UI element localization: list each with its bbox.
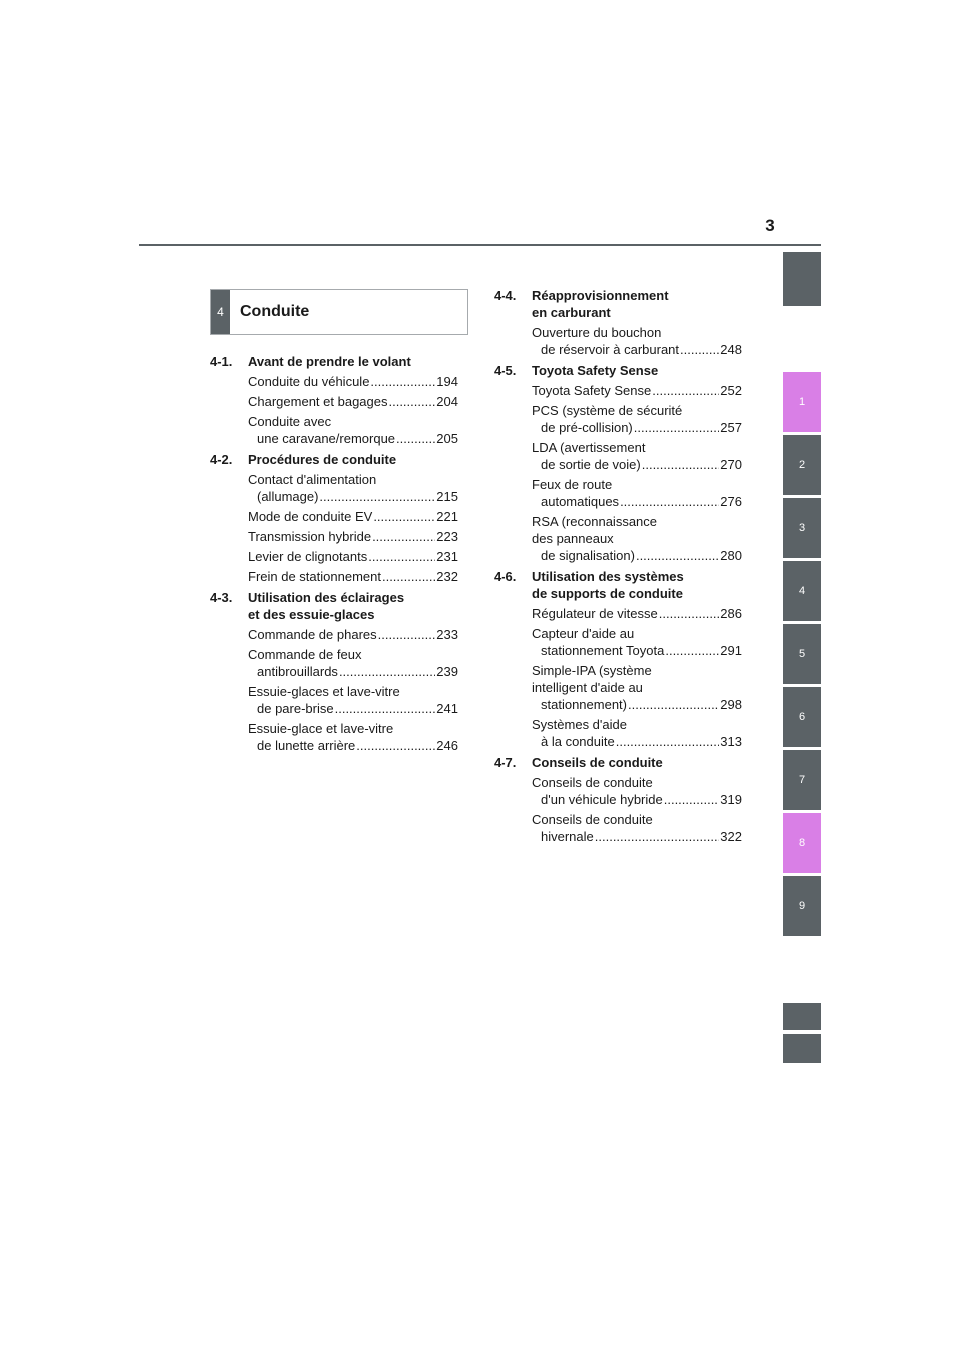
- dot-leader: [388, 393, 435, 410]
- dot-leader: [636, 547, 719, 564]
- dot-leader: [339, 663, 435, 680]
- section-code: 4-2.: [210, 452, 233, 467]
- dot-leader: [642, 456, 720, 473]
- toc-section: [494, 754, 742, 845]
- toc-entry[interactable]: [532, 811, 742, 845]
- entry-title-line: RSA (reconnaissance des panneaux: [532, 514, 658, 546]
- entry-title: de pré-collision): [541, 420, 633, 435]
- section-title: Avant de prendre le volant: [248, 354, 411, 369]
- entry-title: hivernale: [541, 829, 594, 844]
- section-heading: [494, 362, 742, 379]
- entry-title-line: Simple-IPA (système intelligent d'aide au: [532, 663, 652, 695]
- entry-page-number: 223: [436, 529, 458, 544]
- dot-leader: [659, 605, 720, 622]
- toc-section: [494, 287, 742, 358]
- dot-leader: [319, 488, 435, 505]
- dot-leader: [378, 626, 436, 643]
- entry-title-line: Feux de route: [532, 477, 613, 492]
- entry-title: stationnement Toyota: [541, 643, 665, 658]
- toc-entry[interactable]: [248, 568, 458, 585]
- dot-leader: [373, 508, 435, 525]
- toc-entry[interactable]: [248, 720, 458, 754]
- dot-leader: [665, 642, 719, 659]
- entry-page-number: 215: [436, 489, 458, 504]
- chapter-header: [210, 289, 468, 335]
- chapter-number: 4: [211, 290, 230, 334]
- chapter-tab[interactable]: 7: [783, 750, 821, 810]
- toc-section: [494, 568, 742, 750]
- entry-page-number: 313: [720, 734, 742, 749]
- header-rule: [139, 244, 821, 246]
- chapter-tab[interactable]: 4: [783, 561, 821, 621]
- entry-title: Transmission hybride: [248, 529, 372, 544]
- entry-page-number: 298: [720, 697, 742, 712]
- section-title: Utilisation des éclairages et des essuie-glaces: [248, 590, 405, 622]
- entry-title-line: Conseils de conduite: [532, 812, 653, 827]
- entry-page-number: 252: [720, 383, 742, 398]
- entry-title: stationnement): [541, 697, 627, 712]
- entry-title: Régulateur de vitesse: [532, 606, 658, 621]
- entry-title: de pare-brise: [257, 701, 334, 716]
- toc-left-column: [210, 353, 458, 758]
- entry-title: Levier de clignotants: [248, 549, 368, 564]
- entry-page-number: 204: [436, 394, 458, 409]
- entry-page-number: 276: [720, 494, 742, 509]
- entry-page-number: 233: [436, 627, 458, 642]
- section-code: 4-1.: [210, 354, 233, 369]
- entry-title: Frein de stationnement: [248, 569, 381, 584]
- toc-entry[interactable]: [532, 402, 742, 436]
- dot-leader: [634, 419, 720, 436]
- entry-title-line: Essuie-glaces et lave-vitre: [248, 684, 400, 699]
- entry-page-number: 280: [720, 548, 742, 563]
- entry-title-line: Contact d'alimentation: [248, 472, 377, 487]
- page-number: 3: [765, 216, 775, 235]
- toc-entry[interactable]: [248, 471, 458, 505]
- entry-title-line: LDA (avertissement: [532, 440, 646, 455]
- toc-right-column: [494, 287, 742, 849]
- entry-title: automatiques: [541, 494, 620, 509]
- section-code: 4-5.: [494, 363, 517, 378]
- entry-page-number: 221: [436, 509, 458, 524]
- entry-page-number: 194: [436, 374, 458, 389]
- toc-entry[interactable]: [532, 324, 742, 358]
- toc-section: [210, 353, 458, 447]
- entry-page-number: 239: [436, 664, 458, 679]
- toc-section: [494, 362, 742, 564]
- section-code: 4-4.: [494, 288, 517, 303]
- chapter-tab[interactable]: 8: [783, 813, 821, 873]
- chapter-tab[interactable]: 9: [783, 876, 821, 936]
- dot-leader: [356, 737, 435, 754]
- section-heading: [210, 353, 458, 370]
- toc-entry[interactable]: [248, 683, 458, 717]
- toc-entry[interactable]: [532, 662, 742, 713]
- section-heading: [494, 568, 742, 602]
- dot-leader: [664, 791, 720, 808]
- entry-page-number: 248: [720, 342, 742, 357]
- dot-leader: [628, 696, 719, 713]
- entry-title: Commande de phares: [248, 627, 377, 642]
- toc-entry[interactable]: [532, 605, 742, 622]
- entry-page-number: 231: [436, 549, 458, 564]
- entry-title: à la conduite: [541, 734, 615, 749]
- toc-entry[interactable]: [248, 548, 458, 565]
- section-title: Procédures de conduite: [248, 452, 397, 467]
- section-title: Toyota Safety Sense: [532, 363, 659, 378]
- toc-entry[interactable]: [248, 413, 458, 447]
- entry-page-number: 232: [436, 569, 458, 584]
- section-code: 4-7.: [494, 755, 517, 770]
- chapter-tab[interactable]: 2: [783, 435, 821, 495]
- entry-title: Toyota Safety Sense: [532, 383, 652, 398]
- chapter-tab[interactable]: [783, 1003, 821, 1030]
- dot-leader: [382, 568, 435, 585]
- section-heading: [210, 451, 458, 468]
- entry-title-line: Capteur d'aide au: [532, 626, 635, 641]
- section-title: Utilisation des systèmes de supports de conduite: [532, 569, 684, 601]
- chapter-title: Conduite: [240, 303, 310, 320]
- toc-entry[interactable]: [248, 508, 458, 525]
- chapter-tab[interactable]: 1: [783, 372, 821, 432]
- entry-page-number: 246: [436, 738, 458, 753]
- entry-title: de sortie de voie): [541, 457, 641, 472]
- toc-entry[interactable]: [248, 646, 458, 680]
- section-title: Réapprovisionnement en carburant: [532, 288, 669, 320]
- entry-title: de signalisation): [541, 548, 635, 563]
- entry-title-line: Commande de feux: [248, 647, 362, 662]
- dot-leader: [368, 548, 435, 565]
- toc-entry[interactable]: [532, 439, 742, 473]
- toc-entry[interactable]: [532, 476, 742, 510]
- entry-page-number: 270: [720, 457, 742, 472]
- dot-leader: [396, 430, 435, 447]
- entry-title: Conduite du véhicule: [248, 374, 370, 389]
- section-heading: [210, 589, 458, 623]
- entry-title-line: Essuie-glace et lave-vitre: [248, 721, 394, 736]
- entry-page-number: 322: [720, 829, 742, 844]
- entry-title-line: PCS (système de sécurité: [532, 403, 683, 418]
- chapter-tab[interactable]: 5: [783, 624, 821, 684]
- entry-title: d'un véhicule hybride: [541, 792, 663, 807]
- dot-leader: [652, 382, 719, 399]
- dot-leader: [370, 373, 435, 390]
- entry-title: de réservoir à carburant: [541, 342, 680, 357]
- section-title: Conseils de conduite: [532, 755, 663, 770]
- entry-title-line: Conseils de conduite: [532, 775, 653, 790]
- toc-entry[interactable]: [248, 393, 458, 410]
- toc-entry[interactable]: [248, 373, 458, 390]
- dot-leader: [616, 733, 720, 750]
- entry-page-number: 257: [720, 420, 742, 435]
- entry-page-number: 319: [720, 792, 742, 807]
- toc-entry[interactable]: [532, 625, 742, 659]
- entry-page-number: 291: [720, 643, 742, 658]
- toc-entry[interactable]: [248, 528, 458, 545]
- section-heading: [494, 287, 742, 321]
- dot-leader: [372, 528, 435, 545]
- toc-entry[interactable]: [532, 513, 742, 564]
- section-code: 4-6.: [494, 569, 517, 584]
- section-heading: [494, 754, 742, 771]
- chapter-tab[interactable]: [783, 1034, 821, 1063]
- entry-page-number: 205: [436, 431, 458, 446]
- entry-title: de lunette arrière: [257, 738, 356, 753]
- toc-entry[interactable]: [532, 774, 742, 808]
- dot-leader: [680, 341, 719, 358]
- toc-section: [210, 451, 458, 585]
- section-code: 4-3.: [210, 590, 233, 605]
- entry-title: antibrouillards: [257, 664, 338, 679]
- toc-section: [210, 589, 458, 754]
- entry-title: une caravane/remorque: [257, 431, 396, 446]
- dot-leader: [620, 493, 719, 510]
- entry-title-line: Systèmes d'aide: [532, 717, 627, 732]
- toc-entry[interactable]: [532, 716, 742, 750]
- entry-page-number: 241: [436, 701, 458, 716]
- chapter-tab[interactable]: 3: [783, 498, 821, 558]
- dot-leader: [335, 700, 436, 717]
- chapter-tab[interactable]: [783, 252, 821, 306]
- entry-title: (allumage): [257, 489, 319, 504]
- entry-title-line: Conduite avec: [248, 414, 332, 429]
- chapter-tab[interactable]: 6: [783, 687, 821, 747]
- toc-entry[interactable]: [248, 626, 458, 643]
- entry-title: Chargement et bagages: [248, 394, 388, 409]
- entry-title: Mode de conduite EV: [248, 509, 373, 524]
- entry-title-line: Ouverture du bouchon: [532, 325, 662, 340]
- toc-entry[interactable]: [532, 382, 742, 399]
- entry-page-number: 286: [720, 606, 742, 621]
- dot-leader: [595, 828, 720, 845]
